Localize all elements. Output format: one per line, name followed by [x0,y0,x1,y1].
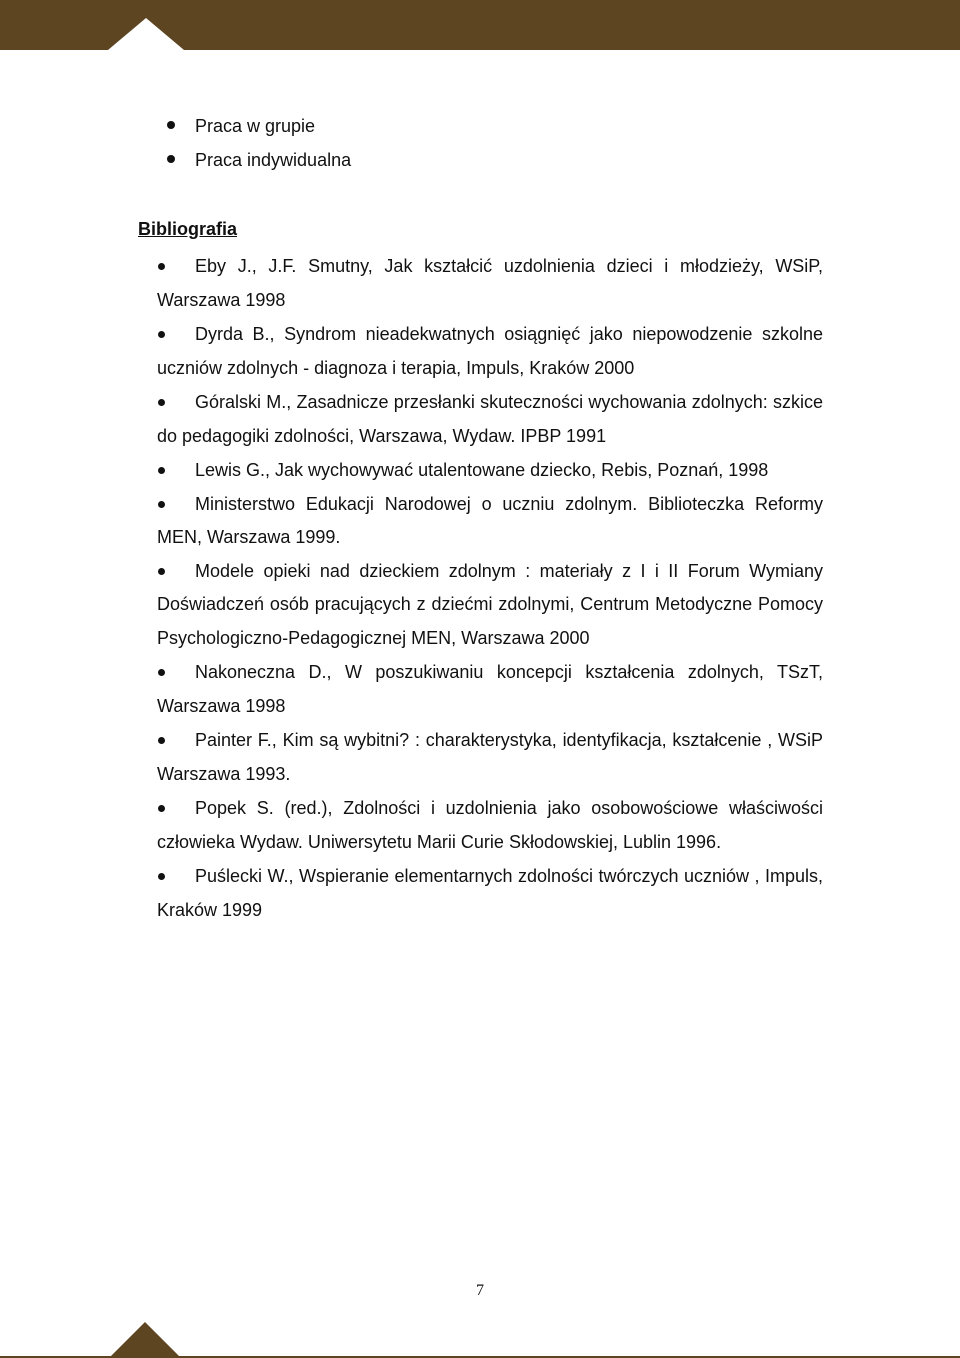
bibliography-list [0,250,960,927]
bibliography-entry-text: Nakoneczna D., W poszukiwaniu koncepcji kształcenia zdolnych, TSzT, Warszawa 1998 [157,662,823,716]
bibliography-entry-text: Puślecki W., Wspieranie elementarnych zdolności twórczych uczniów , Impuls, Kraków 1999 [157,866,823,920]
bullet-icon [158,331,165,338]
page-number: 7 [476,1282,484,1299]
bibliography-entry-text: Góralski M., Zasadnicze przesłanki skuteczności wychowania zdolnych: szkice do pedagogiki zdolności, Warszawa, Wydaw. IPBP 1991 [157,392,823,446]
bibliography-entry-text: Painter F., Kim są wybitni? : charakterystyka, identyfikacja, kształcenie , WSiP Warszawa 1993. [157,730,823,784]
bibliography-entry-text: Popek S. (red.), Zdolności i uzdolnienia jako osobowościowe właściwości człowieka Wydaw. Uniwersytetu Marii Curie Skłodowskiej, Lublin 1996. [157,798,823,852]
bibliography-entry [0,250,823,317]
bibliography-entry [0,454,823,488]
intro-list [0,112,960,180]
bibliography-entry [0,792,823,859]
list-item [0,146,960,180]
bibliography-entry-text: Dyrda B., Syndrom nieadekwatnych osiągnięć jako niepowodzenie szkolne uczniów zdolnych - diagnoza i terapia, Impuls, Kraków 2000 [157,324,823,378]
bibliography-heading: Bibliografia [138,219,238,239]
bullet-icon [158,669,165,676]
bullet-icon [158,568,165,575]
bibliography-entry [0,318,823,385]
bibliography-entry [0,860,823,927]
bibliography-entry [0,386,823,453]
bullet-icon [158,467,165,474]
header-notch [108,18,184,50]
bibliography-entry [0,555,823,656]
bibliography-entry [0,656,823,723]
list-item [0,112,960,146]
bibliography-entry [0,488,823,555]
bullet-icon [158,501,165,508]
bullet-icon [167,155,175,163]
bibliography-entry [0,724,823,791]
bullet-icon [158,873,165,880]
bibliography-entry-text: Ministerstwo Edukacji Narodowej o uczniu zdolnym. Biblioteczka Reformy MEN, Warszawa 1999. [157,493,823,547]
list-item-text: Praca w grupie [195,116,316,136]
bullet-icon [158,399,165,406]
bullet-icon [158,737,165,744]
bullet-icon [158,263,165,270]
list-item-text: Praca indywidualna [195,150,352,170]
footer-triangle [109,1322,181,1358]
bullet-icon [158,805,165,812]
bibliography-entry-text: Eby J., J.F. Smutny, Jak kształcić uzdolnienia dzieci i młodzieży, WSiP, Warszawa 1998 [157,256,823,310]
bibliography-entry-text: Lewis G., Jak wychowywać utalentowane dziecko, Rebis, Poznań, 1998 [195,460,769,480]
bibliography-entry-text: Modele opieki nad dzieckiem zdolnym : materiały z I i II Forum Wymiany Doświadczeń osób pracujących z dziećmi zdolnymi, Centrum Metodyczne Pomocy Psychologiczno-Pedagogicznej MEN, Warszawa 2000 [157,560,823,648]
bullet-icon [167,121,175,129]
